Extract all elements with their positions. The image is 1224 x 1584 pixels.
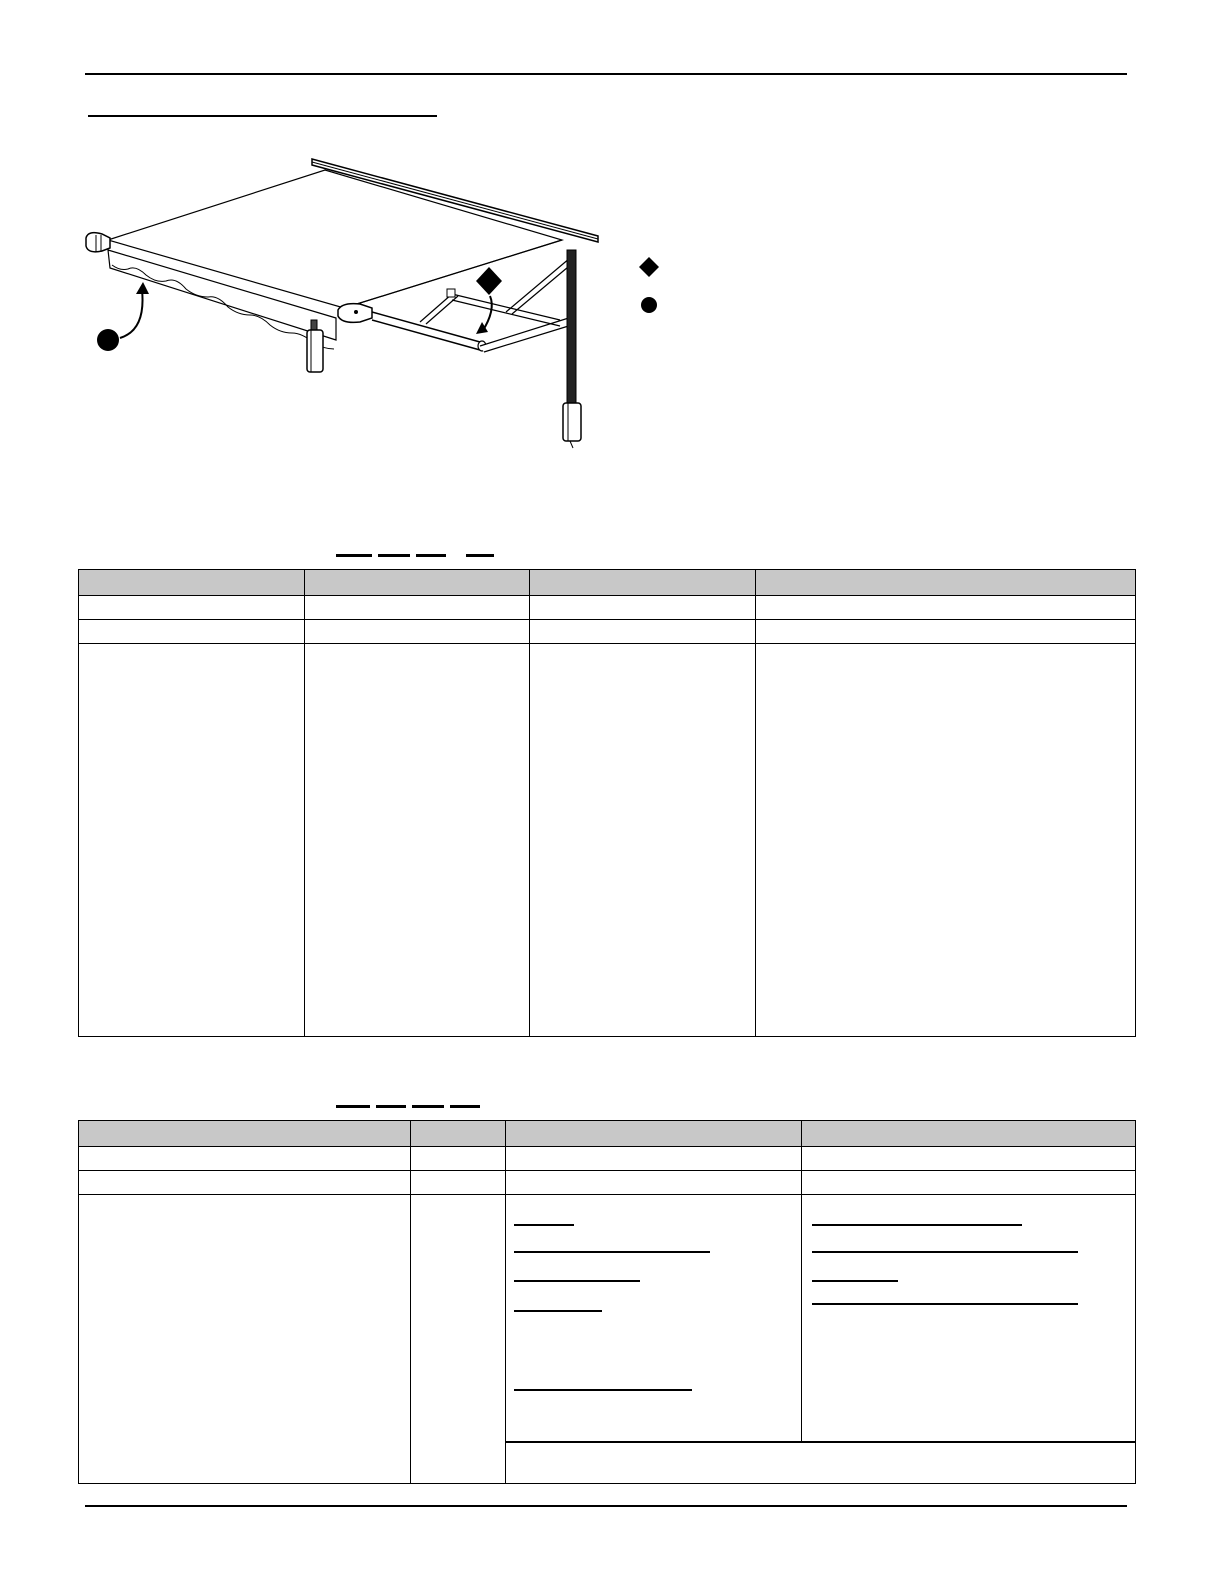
link-line[interactable] (812, 1280, 898, 1282)
table2-heading-mark-3 (412, 1105, 444, 1108)
table1-heading-mark-3 (416, 554, 446, 557)
left-end-cap (86, 233, 110, 252)
table-cell (305, 596, 530, 620)
circle-callout (97, 282, 149, 351)
right-support-pole (563, 250, 581, 448)
table-cell (79, 1147, 411, 1171)
table-cell (305, 620, 530, 644)
table-row (79, 596, 1136, 620)
table-header-row (79, 1121, 1136, 1147)
table-cell (79, 596, 305, 620)
table-cell (530, 620, 756, 644)
link-line[interactable] (514, 1224, 574, 1226)
table-cell (411, 1195, 506, 1484)
bottom-rule (85, 1505, 1127, 1507)
header-cell (305, 570, 530, 596)
awning-illustration (80, 150, 620, 460)
link-line[interactable] (514, 1251, 710, 1253)
header-cell (802, 1121, 1136, 1147)
table-cell (411, 1147, 506, 1171)
spec-table-2 (78, 1120, 1136, 1484)
right-end-cap (338, 304, 372, 323)
table-cell (305, 644, 530, 1037)
table-row (79, 1195, 1136, 1442)
header-cell (756, 570, 1136, 596)
section-title-underline (88, 115, 437, 117)
table-cell (802, 1195, 1136, 1442)
table-cell (756, 644, 1136, 1037)
link-line[interactable] (514, 1280, 640, 1282)
table-note-cell (506, 1442, 1136, 1484)
table1-heading-mark-2 (378, 554, 410, 557)
table-cell (79, 1171, 411, 1195)
table2-heading-mark-4 (450, 1105, 480, 1108)
table2-heading-mark-2 (376, 1105, 406, 1108)
table-row (79, 1147, 1136, 1171)
table2-heading-mark-1 (336, 1105, 370, 1108)
table-row (79, 644, 1136, 1037)
table-row (79, 620, 1136, 644)
table-cell (530, 596, 756, 620)
table1-heading-mark-4 (466, 554, 494, 557)
link-line[interactable] (812, 1224, 1022, 1226)
table-header-row (79, 570, 1136, 596)
table1-heading-mark-1 (336, 554, 372, 557)
header-cell (79, 570, 305, 596)
table-cell (530, 644, 756, 1037)
table-row (79, 1171, 1136, 1195)
link-line[interactable] (812, 1303, 1078, 1305)
table-cell (506, 1195, 802, 1442)
header-cell (79, 1121, 411, 1147)
table-cell (79, 620, 305, 644)
link-line[interactable] (514, 1389, 692, 1391)
header-cell (506, 1121, 802, 1147)
legend-circle-icon (639, 295, 659, 315)
header-cell (530, 570, 756, 596)
table-cell (802, 1171, 1136, 1195)
spec-table-1 (78, 569, 1136, 1037)
table-cell (411, 1171, 506, 1195)
table-cell (802, 1147, 1136, 1171)
table-cell (79, 644, 305, 1037)
table-cell (79, 1195, 411, 1484)
legend-diamond-icon (638, 256, 660, 278)
link-line[interactable] (812, 1251, 1078, 1253)
link-line[interactable] (514, 1310, 602, 1312)
header-cell (411, 1121, 506, 1147)
table-cell (506, 1147, 802, 1171)
table-cell (756, 596, 1136, 620)
table-cell (756, 620, 1136, 644)
table-cell (506, 1171, 802, 1195)
top-rule (85, 73, 1127, 75)
